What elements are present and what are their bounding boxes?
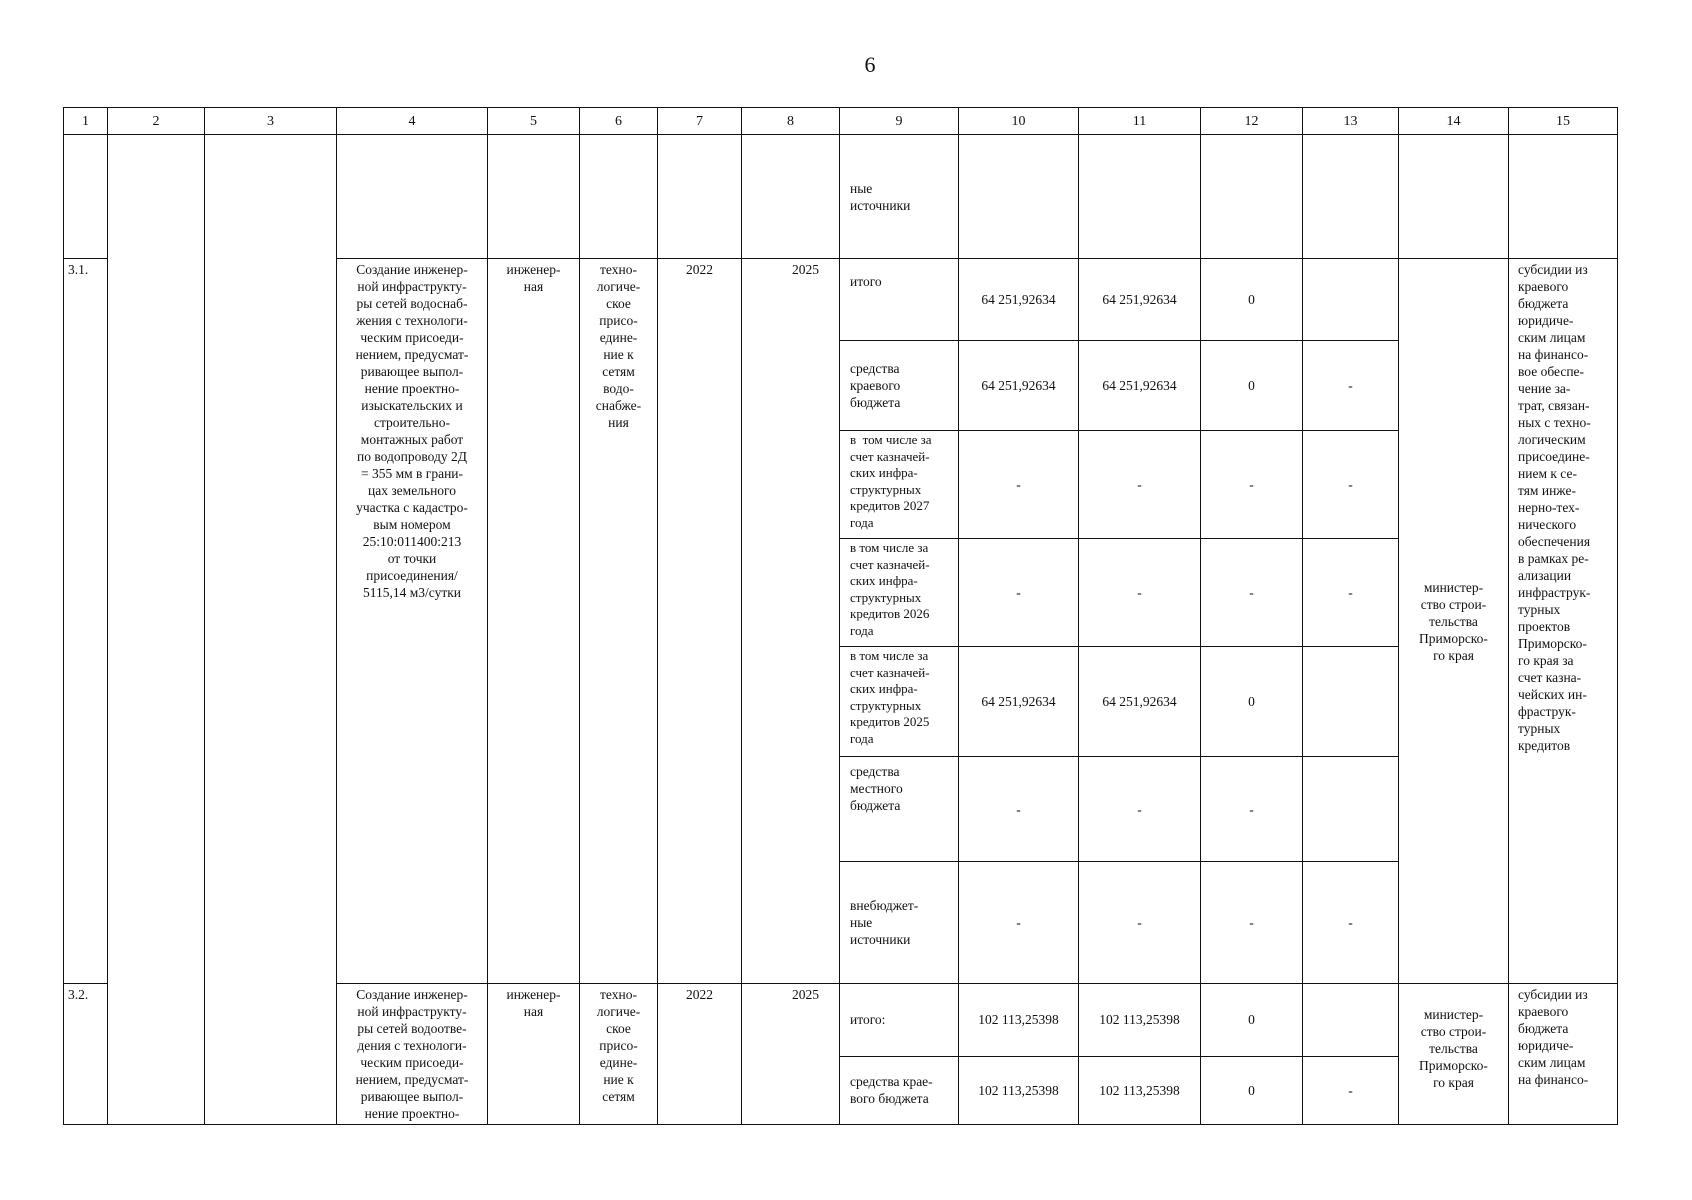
amount-col12: 0 — [1201, 341, 1303, 431]
funding-source: итого: — [840, 984, 959, 1057]
amount-col11: 64 251,92634 — [1079, 647, 1201, 757]
responsible-body: министер- ство строи- тельства Приморско- го края — [1399, 259, 1509, 984]
col3-merged — [205, 135, 337, 1125]
col2-merged — [108, 135, 205, 1125]
funding-source: в том числе за счет казначей- ских инфра- структурных кредитов 2027 года — [840, 431, 959, 539]
amount-col10: 102 113,25398 — [959, 1056, 1079, 1125]
col-header: 7 — [658, 108, 742, 135]
program-table — [63, 107, 1618, 1125]
col-header: 15 — [1509, 108, 1618, 135]
col-header: 3 — [205, 108, 337, 135]
note: субсидии из краевого бюджета юридиче- ским лицам на финансо- вое обеспе- чение за- трат, связан- ных с техно- логическим присоедине- нием к се- тям инже- нерно-тех- нического обеспечения в рамках ре- ализации инфраструк- турных проектов Приморско- го края за счет казна- чейских ин- фраструк- турных кредитов — [1509, 259, 1618, 984]
amount-col13: - — [1303, 539, 1399, 647]
amount-col11: - — [1079, 757, 1201, 862]
col-header: 14 — [1399, 108, 1509, 135]
infrastructure-type: инженер- ная — [488, 984, 580, 1125]
amount-col13 — [1303, 647, 1399, 757]
amount-col13: - — [1303, 431, 1399, 539]
amount-col10: - — [959, 539, 1079, 647]
amount-col11: - — [1079, 431, 1201, 539]
funding-source: средства краевого бюджета — [840, 341, 959, 431]
col-header: 2 — [108, 108, 205, 135]
purpose: техно- логиче- ское присо- едине- ние к сетям водо- снабже- ния — [580, 259, 658, 984]
amount-col13: - — [1303, 341, 1399, 431]
amount-col12: - — [1201, 757, 1303, 862]
amount-col12: 0 — [1201, 1056, 1303, 1125]
amount-col10: - — [959, 431, 1079, 539]
amount-col13 — [1303, 757, 1399, 862]
page-number: 6 — [864, 52, 876, 77]
funding-source: внебюджет- ные источники — [840, 862, 959, 984]
col-header: 5 — [488, 108, 580, 135]
note: субсидии из краевого бюджета юридиче- ским лицам на финансо- — [1509, 984, 1618, 1125]
funding-source: в том числе за счет казначей- ских инфра- структурных кредитов 2025 года — [840, 647, 959, 757]
amount-col13 — [1303, 259, 1399, 341]
item-description: Создание инженер- ной инфраструкту- ры сетей водоотве- дения с технологи- ческим присоеди- нением, предусмат- ривающее выпол- нение проектно- — [337, 984, 488, 1125]
amount-col11: - — [1079, 539, 1201, 647]
carry-over-row — [64, 135, 1618, 259]
funding-source: итого — [840, 259, 959, 341]
year-start: 2022 — [658, 259, 742, 984]
col-header: 10 — [959, 108, 1079, 135]
amount-col10: 64 251,92634 — [959, 341, 1079, 431]
col-header: 6 — [580, 108, 658, 135]
amount-col11: 102 113,25398 — [1079, 1056, 1201, 1125]
col-header: 11 — [1079, 108, 1201, 135]
amount-col12: - — [1201, 431, 1303, 539]
amount-col10: 64 251,92634 — [959, 647, 1079, 757]
amount-col11: 64 251,92634 — [1079, 341, 1201, 431]
amount-col10: 64 251,92634 — [959, 259, 1079, 341]
amount-col13: - — [1303, 862, 1399, 984]
col-header: 1 — [64, 108, 108, 135]
column-number-row — [64, 108, 1618, 135]
item-number: 3.2. — [64, 984, 108, 1125]
funding-source: ные источники — [840, 135, 959, 259]
amount-col12: - — [1201, 539, 1303, 647]
funding-source: средства крае- вого бюджета — [840, 1056, 959, 1125]
amount-col12: 0 — [1201, 259, 1303, 341]
infrastructure-type: инженер- ная — [488, 259, 580, 984]
amount-col13: - — [1303, 1056, 1399, 1125]
col-header: 9 — [840, 108, 959, 135]
amount-col11: 102 113,25398 — [1079, 984, 1201, 1057]
col-header: 8 — [742, 108, 840, 135]
funding-source: средства местного бюджета — [840, 757, 959, 862]
amount-col10: - — [959, 757, 1079, 862]
year-end: 2025 — [742, 984, 840, 1125]
amount-col11: - — [1079, 862, 1201, 984]
col-header: 13 — [1303, 108, 1399, 135]
amount-col12: - — [1201, 862, 1303, 984]
item-number: 3.1. — [64, 259, 108, 984]
amount-col13 — [1303, 984, 1399, 1057]
amount-col10: - — [959, 862, 1079, 984]
responsible-body: министер- ство строи- тельства Приморско- го края — [1399, 984, 1509, 1125]
col-header: 12 — [1201, 108, 1303, 135]
item-description: Создание инженер- ной инфраструкту- ры сетей водоснаб- жения с технологи- ческим присоеди- нением, предусмат- ривающее выпол- нение проектно- изыскательских и строительно- монтажных работ по водопроводу 2Д = 355 мм в грани- цах земельного участка с кадастро- вым номером 25:10:011400:213 от точки присоединения/ 5115,14 м3/сутки — [337, 259, 488, 984]
year-start: 2022 — [658, 984, 742, 1125]
year-end: 2025 — [742, 259, 840, 984]
funding-source: в том числе за счет казначей- ских инфра- структурных кредитов 2026 года — [840, 539, 959, 647]
amount-col12: 0 — [1201, 647, 1303, 757]
amount-col11: 64 251,92634 — [1079, 259, 1201, 341]
col-header: 4 — [337, 108, 488, 135]
amount-col10: 102 113,25398 — [959, 984, 1079, 1057]
amount-col12: 0 — [1201, 984, 1303, 1057]
purpose: техно- логиче- ское присо- едине- ние к сетям — [580, 984, 658, 1125]
